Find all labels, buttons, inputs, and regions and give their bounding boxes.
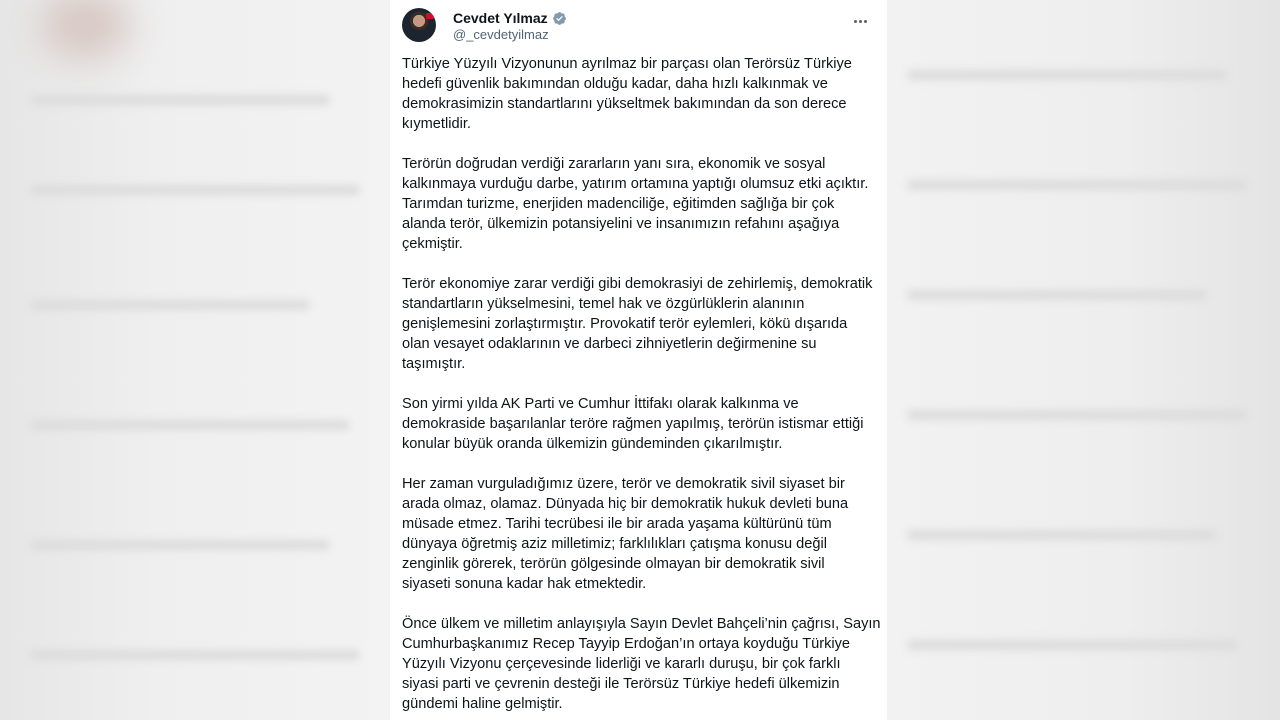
blurred-text-line [30,420,350,430]
tweet-paragraph: Türkiye Yüzyılı Vizyonunun ayrılmaz bir parçası olan Terörsüz Türkiye hedefi güvenlik bakımından olduğu kadar, daha hızlı kalkınmak ve demokrasimizin standartlarını yükseltmek bakımından da son derece kıymetlidir. [402,56,852,132]
author-display-name[interactable]: Cevdet Yılmaz [453,10,548,26]
tweet-paragraph: Önce ülkem ve milletim anlayışıyla Sayın Devlet Bahçeli’nin çağrısı, Sayın Cumhurbaşkanımız Recep Tayyip Erdoğan’ın ortaya koyduğu Türkiye Yüzyılı Vizyonu çerçevesinde liderliği ve kararlı duruşu, bir çok farklı siyasi parti ve çevrenin desteği ile Terörsüz Türkiye hedefi ülkemizin gündemi haline gelmiştir. [402,616,881,712]
blurred-text-line [907,70,1227,80]
blurred-text-line [30,540,330,550]
blurred-text-line [907,290,1207,300]
tweet-card [390,0,887,720]
blurred-text-line [907,410,1247,420]
blurred-text-line [30,650,360,660]
blurred-text-line [907,530,1217,540]
blurred-text-line [907,180,1247,190]
tweet-paragraph: Terör ekonomiye zarar verdiği gibi demokrasiyi de zehirlemiş, demokratik standartların yükselmesini, temel hak ve özgürlüklerin alanının genişlemesini zorlaştırmıştır. Provokatif terör eylemleri, kökü dışarıda olan vesayet odaklarının ve darbeci zihniyetlerin değirmenine su taşımıştır. [402,276,873,372]
blurred-text-line [907,640,1237,650]
avatar[interactable] [402,8,436,42]
author-handle[interactable]: @_cevdetyilmaz [453,27,549,42]
tweet-header [402,8,875,44]
blurred-text-line [30,185,360,195]
more-horizontal-icon[interactable] [851,12,869,30]
author-name-row [453,9,567,27]
background-right-blurred [887,0,1280,720]
tweet-paragraph: Her zaman vurguladığımız üzere, terör ve demokratik sivil siyaset bir arada olmaz, olamaz. Dünyada hiç bir demokratik hukuk devleti buna müsade etmez. Tarihi tecrübesi ile bir arada yaşama kültürünü tüm dünyaya öğretmiş aziz milletimiz; farklılıkları çatışma konusu değil zenginlik görerek, terörün gölgesinde olmayan bir demokratik sivil siyaseti sonuna kadar hak etmektedir. [402,476,849,592]
flag-pin-icon [426,13,434,19]
blurred-avatar-shape [40,0,130,60]
tweet-paragraph: Terörün doğrudan verdiği zararların yanı sıra, ekonomik ve sosyal kalkınmaya vurduğu darbe, yatırım ortamına yaptığı olumsuz etki açıktır. Tarımdan turizme, enerjiden madenciliğe, eğitimden sağlığa bir çok alanda terör, ülkemizin potansiyelini ve insanımızın refahını aşağıya çekmiştir. [402,156,869,252]
tweet-text [402,54,882,720]
tweet-paragraph: Son yirmi yılda AK Parti ve Cumhur İttifakı olarak kalkınma ve demokraside başarılanlar teröre rağmen yapılmış, terörün istismar ettiği konular büyük oranda ülkemizin gündeminden çıkarılmıştır. [402,396,864,452]
blurred-text-line [30,300,310,310]
verified-badge-icon [552,11,567,26]
background-left-blurred [0,0,390,720]
blurred-text-line [30,95,330,105]
